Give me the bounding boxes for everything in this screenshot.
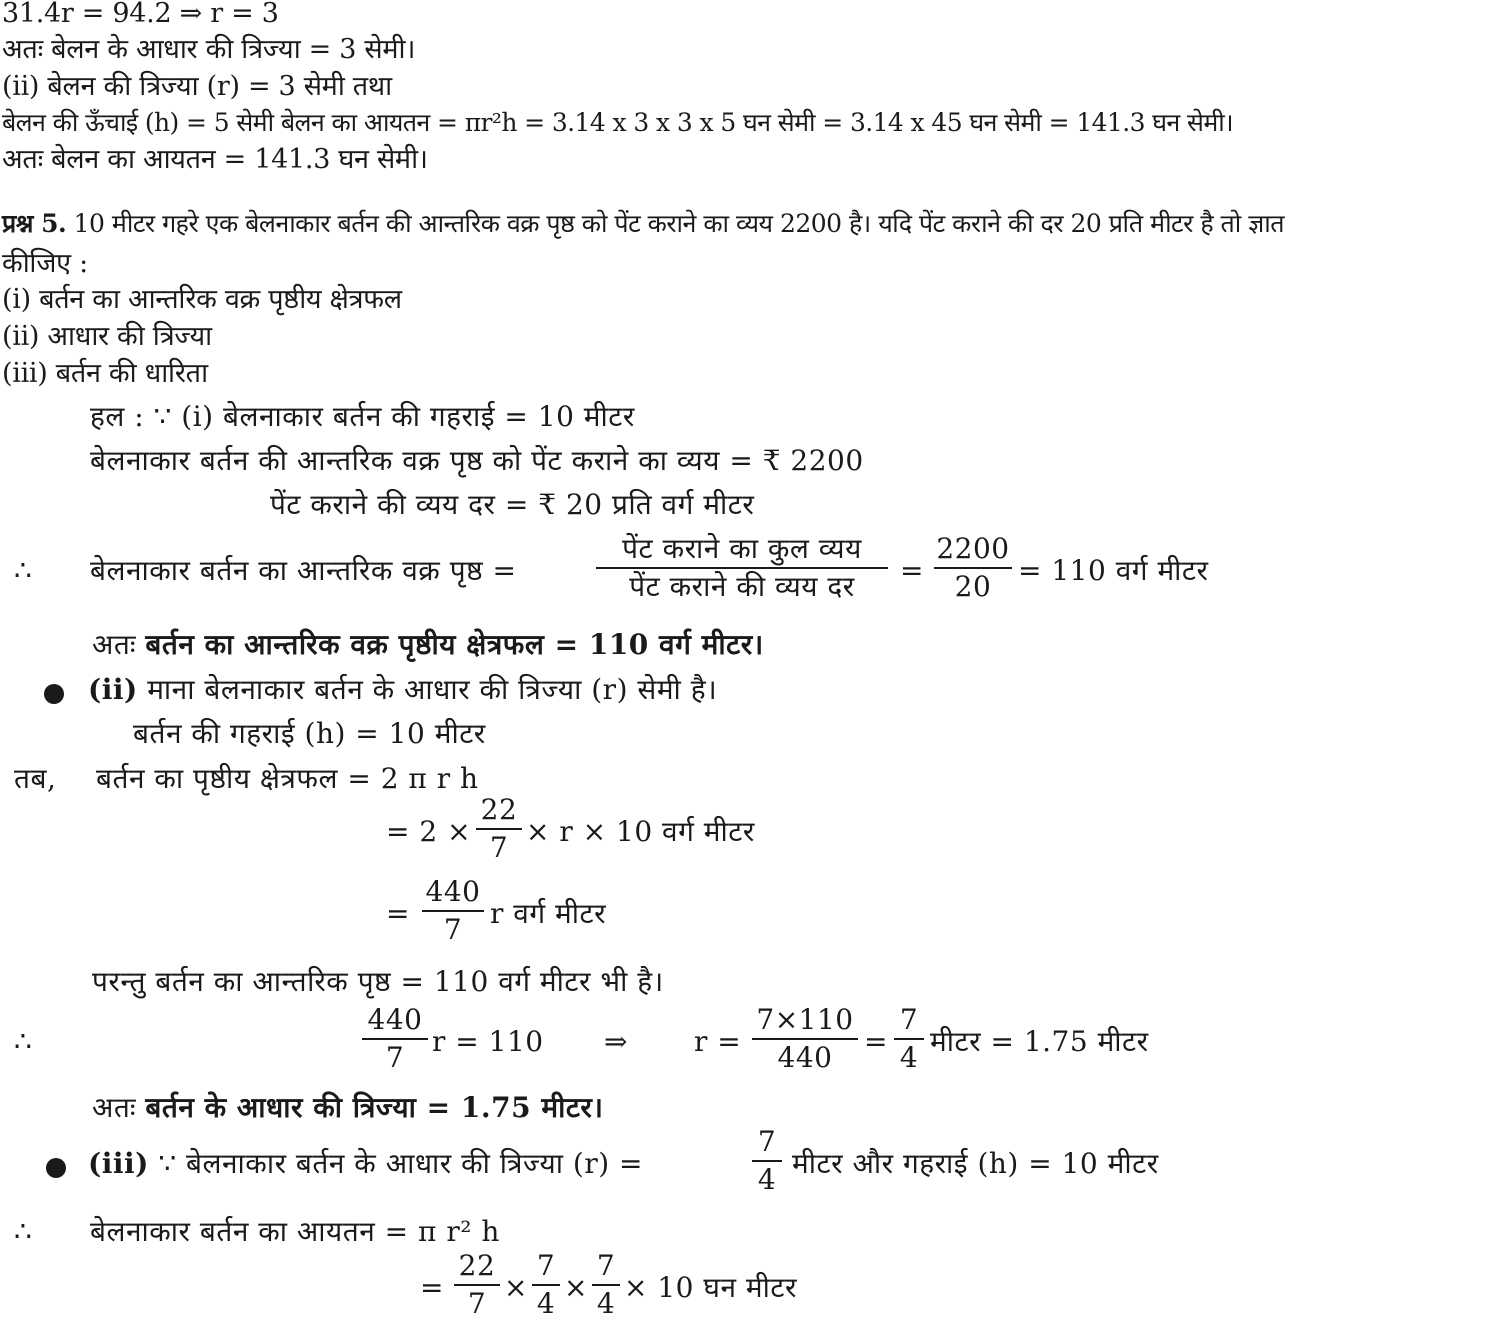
text-line: बेलन की ऊँचाई (h) = 5 सेमी बेलन का आयतन = πr²h = 3.14 x 3 x 3 x 5 घन सेमी = 3.14 x 45 घन सेमी = 141.3 घन सेमी। [2, 108, 1234, 137]
fraction-numerator: 22 [458, 1249, 496, 1282]
fraction-denominator: 7 [385, 1041, 405, 1074]
fraction-numerator: 22 [480, 793, 518, 826]
solution-line: बर्तन की गहराई (h) = 10 मीटर [133, 717, 486, 750]
fraction-numerator: 7×110 [756, 1003, 854, 1036]
therefore-symbol: ∴ [14, 1215, 33, 1248]
fraction-numerator: पेंट कराने का कुल व्यय [622, 532, 862, 565]
answer-prefix: अतः [92, 1091, 137, 1124]
fraction [934, 532, 1012, 603]
fraction-denominator: 4 [536, 1287, 556, 1320]
question-part: (iii) बर्तन की धारिता [2, 358, 208, 389]
fraction-bar [752, 1160, 782, 1162]
fraction [362, 1003, 428, 1074]
answer-text: बर्तन का आन्तरिक वक्र पृष्ठीय क्षेत्रफल = 110 वर्ग मीटर। [145, 628, 764, 661]
equation-part: × 10 घन मीटर [624, 1271, 797, 1304]
equation-part: r वर्ग मीटर [490, 897, 607, 930]
equation-line: 31.4r = 94.2 ⇒ r = 3 [2, 0, 279, 29]
answer-prefix: अतः [92, 628, 137, 661]
fraction-numerator: 7 [899, 1003, 919, 1036]
text-line: (ii) बेलन की त्रिज्या (r) = 3 सेमी तथा [2, 71, 392, 102]
equation-part: = 2 × [386, 815, 472, 848]
part-line [88, 1147, 644, 1180]
equals-sign: = [864, 1025, 888, 1058]
part-line [88, 673, 718, 706]
part-text: माना बेलनाकार बर्तन के आधार की त्रिज्या (r) सेमी है। [147, 673, 718, 706]
bullet-icon [44, 684, 64, 704]
fraction [476, 793, 522, 864]
equation-part: = [386, 897, 410, 930]
question-line [2, 211, 1284, 236]
solution-line: बर्तन का पृष्ठीय क्षेत्रफल = 2 π r h [96, 762, 479, 795]
fraction-numerator: 7 [757, 1125, 777, 1158]
equation-part: × r × 10 वर्ग मीटर [526, 815, 755, 848]
fraction-denominator: 4 [899, 1041, 919, 1074]
fraction-bar [362, 1038, 428, 1040]
part-text: बेलनाकार बर्तन के आधार की त्रिज्या (r) = [186, 1147, 644, 1180]
part-label: (iii) [88, 1147, 149, 1180]
equation-part: मीटर = 1.75 मीटर [930, 1025, 1149, 1058]
then-label: तब, [14, 762, 57, 795]
solution-line: = 110 वर्ग मीटर [1018, 554, 1209, 587]
fraction [532, 1249, 560, 1320]
question-part: (i) बर्तन का आन्तरिक वक्र पृष्ठीय क्षेत्रफल [2, 284, 402, 315]
fraction-bar [752, 1038, 858, 1040]
fraction-numerator: 440 [367, 1003, 423, 1036]
fraction-bar [476, 828, 522, 830]
therefore-symbol: ∴ [14, 554, 33, 587]
solution-line: परन्तु बर्तन का आन्तरिक पृष्ठ = 110 वर्ग मीटर भी है। [92, 965, 664, 998]
fraction-numerator: 2200 [936, 532, 1010, 565]
answer-line [92, 1091, 604, 1124]
fraction-bar [454, 1284, 500, 1286]
fraction-numerator: 7 [596, 1249, 616, 1282]
fraction-numerator: 440 [425, 875, 481, 908]
solution-line: हल : ∵ (i) बेलनाकार बर्तन की गहराई = 10 मीटर [90, 400, 635, 433]
fraction [752, 1003, 858, 1074]
equation-part: r = 110 [432, 1025, 544, 1058]
fraction [422, 875, 484, 946]
fraction-bar [934, 567, 1012, 569]
fraction-bar [596, 567, 888, 569]
question-text: 10 मीटर गहरे एक बेलनाकार बर्तन की आन्तरिक वक्र पृष्ठ को पेंट कराने का व्यय 2200 है। यदि पेंट कराने की दर 20 प्रति मीटर है तो ज्ञात [66, 209, 1284, 238]
equals-sign: = [900, 554, 924, 587]
fraction-denominator: पेंट कराने की व्यय दर [629, 570, 855, 603]
fraction-denominator: 4 [757, 1163, 777, 1196]
question-part: (ii) आधार की त्रिज्या [2, 321, 212, 352]
fraction-bar [532, 1284, 560, 1286]
fraction-denominator: 7 [489, 831, 509, 864]
because-symbol: ∵ [158, 1147, 177, 1180]
arrow-icon: ⇒ [604, 1025, 628, 1058]
fraction-denominator: 20 [954, 570, 992, 603]
fraction-denominator: 7 [467, 1287, 487, 1320]
fraction [592, 1249, 620, 1320]
solution-line: बेलनाकार बर्तन का आयतन = π r² h [90, 1215, 500, 1248]
fraction-denominator: 7 [443, 913, 463, 946]
fraction [752, 1125, 782, 1196]
solution-line: बेलनाकार बर्तन का आन्तरिक वक्र पृष्ठ = [90, 554, 517, 587]
part-text: मीटर और गहराई (h) = 10 मीटर [792, 1147, 1159, 1180]
fraction-bar [894, 1038, 924, 1040]
fraction [894, 1003, 924, 1074]
fraction [454, 1249, 500, 1320]
equation-part: = [420, 1271, 444, 1304]
fraction-bar [592, 1284, 620, 1286]
equation-part: r = [694, 1025, 742, 1058]
question-label: प्रश्न 5. [2, 209, 67, 238]
solution-line: पेंट कराने की व्यय दर = ₹ 20 प्रति वर्ग मीटर [270, 488, 755, 521]
times-sign: × [504, 1271, 528, 1304]
fraction [596, 532, 888, 603]
solution-line: बेलनाकार बर्तन की आन्तरिक वक्र पृष्ठ को पेंट कराने का व्यय = ₹ 2200 [90, 444, 864, 477]
fraction-bar [422, 910, 484, 912]
therefore-symbol: ∴ [14, 1025, 33, 1058]
answer-line [92, 628, 764, 661]
answer-line: अतः बेलन के आधार की त्रिज्या = 3 सेमी। [2, 34, 416, 65]
fraction-denominator: 440 [777, 1041, 833, 1074]
answer-line: अतः बेलन का आयतन = 141.3 घन सेमी। [2, 144, 428, 175]
fraction-numerator: 7 [536, 1249, 556, 1282]
fraction-denominator: 4 [596, 1287, 616, 1320]
times-sign: × [564, 1271, 588, 1304]
part-label: (ii) [88, 673, 138, 706]
question-continuation: कीजिए : [2, 248, 88, 279]
bullet-icon [46, 1158, 66, 1178]
answer-text: बर्तन के आधार की त्रिज्या = 1.75 मीटर। [145, 1091, 604, 1124]
